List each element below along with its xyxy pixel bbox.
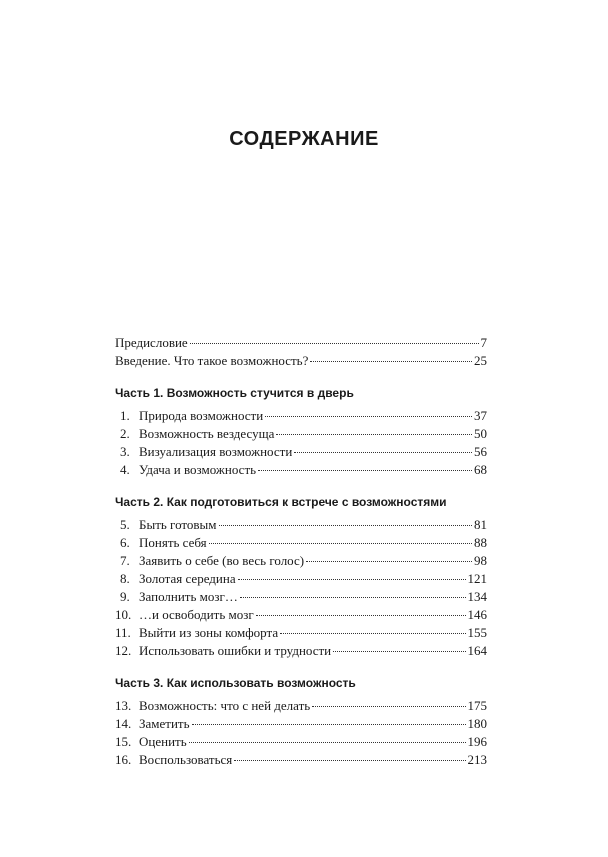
toc-entry-page: 175 [467,698,487,713]
chapter-number: 6. [120,535,130,550]
dot-leader [333,651,465,652]
dot-leader [276,434,472,435]
dot-leader [192,724,466,725]
toc-entry-chapter-11 [115,624,487,642]
chapter-number: 4. [120,462,130,477]
toc-entry-chapter-7 [115,552,487,570]
toc-entry-label: …и освободить мозг [139,607,254,622]
toc-entry-chapter-13 [115,697,487,715]
toc-entry-label: Заметить [139,716,190,731]
toc-entry-label: Возможность: что с ней делать [139,698,311,713]
toc-entry-label: Предисловие [115,335,188,350]
toc-entry-label: Визуализация возможности [139,444,293,459]
toc-entry-label: Оценить [139,734,187,749]
toc-entry-chapter-14 [115,715,487,733]
chapter-number: 1. [120,408,130,423]
dot-leader [240,597,466,598]
toc-entry-page: 37 [474,408,487,423]
dot-leader [258,470,472,471]
toc-entry-page: 68 [474,462,487,477]
toc-entry-chapter-5 [115,516,487,534]
chapter-number: 8. [120,571,130,586]
dot-leader [238,579,466,580]
toc-entry-label: Золотая середина [139,571,236,586]
toc-entry-chapter-16 [115,751,487,769]
toc-entry-label: Воспользоваться [139,752,233,767]
toc-entry-page: 56 [474,444,487,459]
toc-entry-label: Понять себя [139,535,207,550]
chapter-number: 2. [120,426,130,441]
chapter-number: 5. [120,517,130,532]
toc-entry-page: 121 [467,571,487,586]
toc-entry-chapter-3 [115,443,487,461]
toc-entry-page: 134 [467,589,487,604]
part-heading-3: Часть 3. Как использовать возможность [115,676,356,690]
toc-entry-page: 213 [467,752,487,767]
toc-entry-chapter-6 [115,534,487,552]
dot-leader [256,615,466,616]
chapter-number: 12. [115,643,132,658]
toc-entry-label: Заявить о себе (во весь голос) [139,553,305,568]
chapter-number: 13. [115,698,132,713]
dot-leader [280,633,465,634]
toc-entry-label: Возможность вездесуща [139,426,275,441]
dot-leader [219,525,472,526]
table-of-contents [115,334,487,769]
toc-entry-page: 25 [474,353,487,368]
toc-entry-chapter-1 [115,407,487,425]
toc-entry-page: 155 [467,625,487,640]
toc-entry-introduction [115,352,487,370]
toc-entry-page: 146 [467,607,487,622]
toc-entry-page: 180 [467,716,487,731]
dot-leader [234,760,465,761]
toc-entry-label: Заполнить мозг… [139,589,238,604]
page-title: СОДЕРЖАНИЕ [229,128,379,150]
toc-entry-page: 50 [474,426,487,441]
toc-entry-chapter-8 [115,570,487,588]
toc-entry-page: 164 [467,643,487,658]
toc-entry-page: 88 [474,535,487,550]
toc-entry-chapter-9 [115,588,487,606]
chapter-number: 15. [115,734,132,749]
dot-leader [310,361,472,362]
chapter-number: 3. [120,444,130,459]
toc-entry-label: Использовать ошибки и трудности [139,643,332,658]
chapter-number: 11. [115,625,131,640]
toc-entry-page: 196 [467,734,487,749]
chapter-number: 10. [115,607,132,622]
dot-leader [265,416,472,417]
toc-entry-label: Быть готовым [139,517,217,532]
toc-entry-label: Введение. Что такое возможность? [115,353,309,368]
toc-entry-label: Удача и возможность [139,462,257,477]
toc-entry-label: Выйти из зоны комфорта [139,625,279,640]
part-heading-2: Часть 2. Как подготовиться к встрече с возможностями [115,495,447,509]
toc-entry-chapter-10 [115,606,487,624]
toc-entry-chapter-15 [115,733,487,751]
dot-leader [312,706,465,707]
dot-leader [189,742,466,743]
toc-entry-chapter-2 [115,425,487,443]
chapter-number: 14. [115,716,132,731]
toc-entry-page: 98 [474,553,487,568]
chapter-number: 7. [120,553,130,568]
toc-entry-label: Природа возможности [139,408,264,423]
toc-entry-page: 7 [480,335,487,350]
chapter-number: 16. [115,752,132,767]
dot-leader [190,343,479,344]
chapter-number: 9. [120,589,130,604]
dot-leader [306,561,472,562]
toc-entry-chapter-12 [115,642,487,660]
toc-entry-page: 81 [474,517,487,532]
part-heading-1: Часть 1. Возможность стучится в дверь [115,386,354,400]
dot-leader [294,452,472,453]
toc-entry-chapter-4 [115,461,487,479]
toc-entry-preface [115,334,487,352]
dot-leader [209,543,472,544]
